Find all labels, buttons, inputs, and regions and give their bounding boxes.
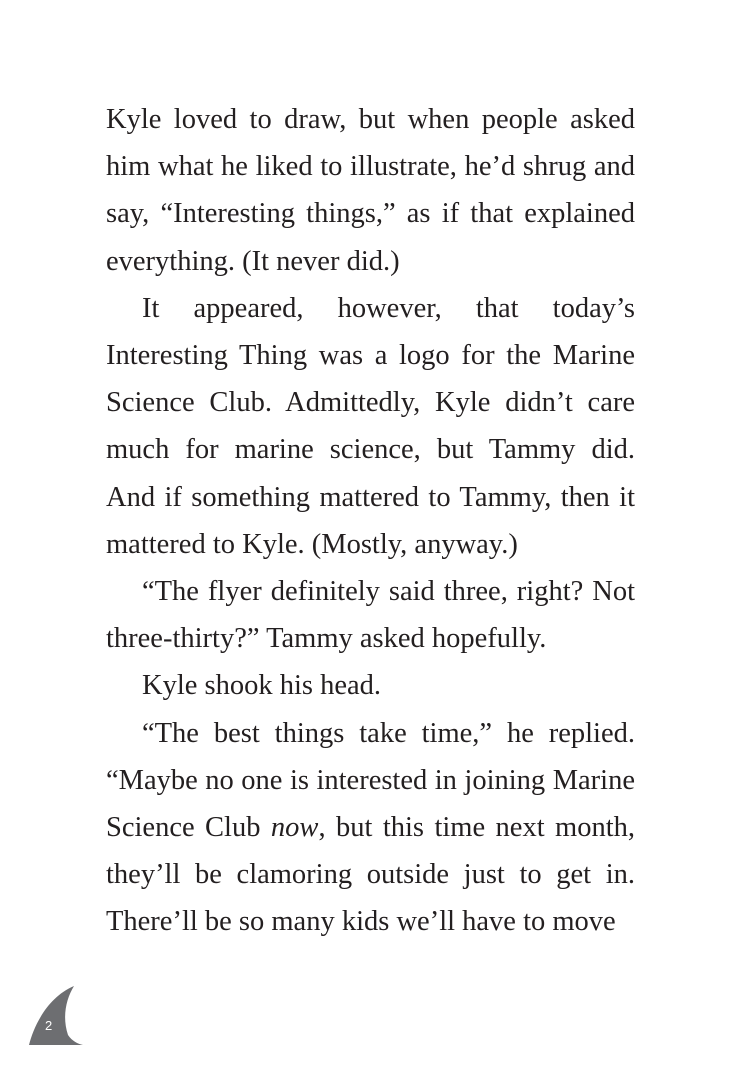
page-body [106,96,635,946]
shark-fin-icon [28,985,84,1047]
paragraph [106,285,635,568]
paragraph-text: Kyle loved to draw, but when people asked him what he liked to illustrate, he’d shrug and say, “Interesting things,” as if that explained everything. (It never did.) [106,104,635,277]
paragraph-text: “The flyer definitely said three, right? Not three-thirty?” Tammy asked hopefully. [106,576,635,655]
page-number: 2 [45,1018,53,1033]
paragraph-text: , but this time next month, they’ll be clamoring outside just to get in. There’ll be so many kids we’ll have to move [106,812,636,938]
paragraph [106,662,635,709]
paragraph-text: “The best things take time,” he replied. “Maybe no one is interested in joining Marine Science Club [106,717,635,844]
paragraph-text: It appeared, however, that today’s Interesting Thing was a logo for the Marine Science Club. Admittedly, Kyle didn’t care much for marine science, but Tammy did. And if something mattered to Tammy, then it mattered to Kyle. (Mostly, anyway.) [106,292,635,560]
emphasis-text: now [270,812,319,844]
page-footer [28,985,84,1047]
paragraph-text: Kyle shook his head. [142,670,382,702]
paragraph [106,568,635,662]
paragraph [106,96,635,285]
paragraph [106,710,635,946]
